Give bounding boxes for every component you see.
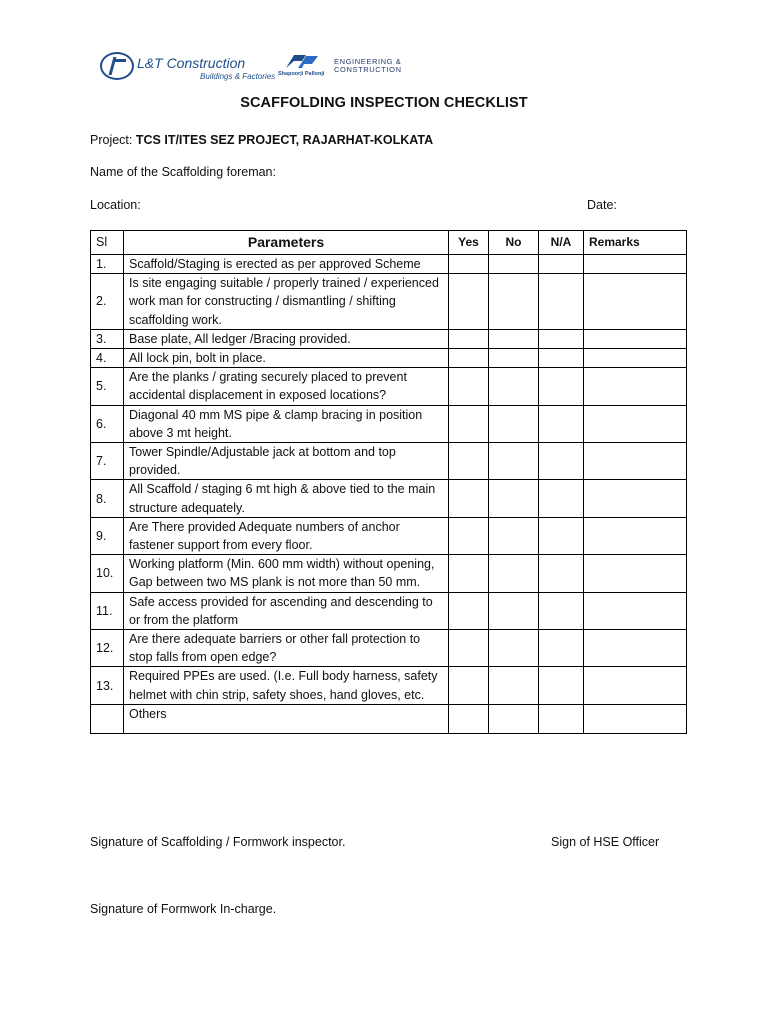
yes-cell[interactable] [449, 480, 489, 517]
sp-logo-tagline [334, 58, 402, 74]
na-cell[interactable] [539, 667, 584, 704]
table-header-row [91, 231, 687, 255]
project-value: TCS IT/ITES SEZ PROJECT, RAJARHAT-KOLKATA [135, 133, 434, 147]
table-row [91, 555, 687, 592]
table-row [91, 329, 687, 348]
table-row [91, 704, 687, 733]
lt-construction-logo [96, 46, 286, 90]
row-parameter: Base plate, All ledger /Bracing provided. [124, 329, 449, 348]
table-row [91, 592, 687, 629]
header-sl: Sl [91, 231, 124, 255]
lt-logo-title: L&T Construction [137, 55, 246, 71]
na-cell[interactable] [539, 405, 584, 442]
na-cell[interactable] [539, 443, 584, 480]
no-cell[interactable] [489, 517, 539, 554]
sp-logo-name: Shapoorji Pallonji [278, 71, 325, 77]
no-cell[interactable] [489, 667, 539, 704]
remarks-cell[interactable] [584, 517, 687, 554]
no-cell[interactable] [489, 405, 539, 442]
na-cell[interactable] [539, 517, 584, 554]
table-row [91, 405, 687, 442]
project-line [90, 133, 433, 147]
na-cell[interactable] [539, 480, 584, 517]
row-sl: 10. [91, 555, 124, 592]
table-row [91, 480, 687, 517]
row-parameter: Are There provided Adequate numbers of anchor fastener support from every floor. [124, 517, 449, 554]
row-sl: 3. [91, 329, 124, 348]
remarks-cell[interactable] [584, 704, 687, 733]
na-cell[interactable] [539, 349, 584, 368]
yes-cell[interactable] [449, 368, 489, 405]
table-row [91, 630, 687, 667]
incharge-signature-label: Signature of Formwork In-charge. [90, 902, 277, 916]
row-sl [91, 704, 124, 733]
document-title: SCAFFOLDING INSPECTION CHECKLIST [240, 95, 528, 111]
na-cell[interactable] [539, 255, 584, 274]
remarks-cell[interactable] [584, 368, 687, 405]
row-parameter: Diagonal 40 mm MS pipe & clamp bracing in position above 3 mt height. [124, 405, 449, 442]
row-parameter: Others [124, 704, 449, 733]
project-label: Project: [90, 133, 133, 147]
no-cell[interactable] [489, 480, 539, 517]
header-remarks: Remarks [584, 231, 687, 255]
table-row [91, 443, 687, 480]
row-parameter: Safe access provided for ascending and descending to or from the platform [124, 592, 449, 629]
remarks-cell[interactable] [584, 443, 687, 480]
no-cell[interactable] [489, 274, 539, 330]
row-sl: 7. [91, 443, 124, 480]
na-cell[interactable] [539, 555, 584, 592]
remarks-cell[interactable] [584, 274, 687, 330]
header-parameters: Parameters [124, 231, 449, 255]
row-parameter: Tower Spindle/Adjustable jack at bottom and top provided. [124, 443, 449, 480]
table-row [91, 517, 687, 554]
remarks-cell[interactable] [584, 329, 687, 348]
row-parameter: Are there adequate barriers or other fall protection to stop falls from open edge? [124, 630, 449, 667]
date-label: Date: [587, 198, 617, 212]
yes-cell[interactable] [449, 274, 489, 330]
row-sl: 2. [91, 274, 124, 330]
table-row [91, 667, 687, 704]
row-parameter: Required PPEs are used. (I.e. Full body harness, safety helmet with chin strip, safety shoes, hand gloves, etc. [124, 667, 449, 704]
yes-cell[interactable] [449, 517, 489, 554]
row-parameter: Are the planks / grating securely placed to prevent accidental displacement in exposed locations? [124, 368, 449, 405]
yes-cell[interactable] [449, 592, 489, 629]
row-sl: 4. [91, 349, 124, 368]
sp-tagline-line1: ENGINEERING & [334, 57, 402, 66]
header-na: N/A [539, 231, 584, 255]
table-row [91, 255, 687, 274]
na-cell[interactable] [539, 592, 584, 629]
row-sl: 6. [91, 405, 124, 442]
remarks-cell[interactable] [584, 255, 687, 274]
remarks-cell[interactable] [584, 480, 687, 517]
yes-cell[interactable] [449, 704, 489, 733]
remarks-cell[interactable] [584, 349, 687, 368]
row-parameter: All Scaffold / staging 6 mt high & above tied to the main structure adequately. [124, 480, 449, 517]
yes-cell[interactable] [449, 667, 489, 704]
remarks-cell[interactable] [584, 555, 687, 592]
yes-cell[interactable] [449, 405, 489, 442]
location-label: Location: [90, 198, 141, 212]
na-cell[interactable] [539, 329, 584, 348]
no-cell[interactable] [489, 704, 539, 733]
table-row [91, 274, 687, 330]
remarks-cell[interactable] [584, 405, 687, 442]
row-sl: 9. [91, 517, 124, 554]
sp-emblem-icon [284, 52, 320, 70]
row-sl: 1. [91, 255, 124, 274]
lt-logo-subtitle: Buildings & Factories [200, 72, 276, 81]
row-sl: 8. [91, 480, 124, 517]
yes-cell[interactable] [449, 349, 489, 368]
no-cell[interactable] [489, 255, 539, 274]
header-yes: Yes [449, 231, 489, 255]
yes-cell[interactable] [449, 255, 489, 274]
yes-cell[interactable] [449, 555, 489, 592]
table-row [91, 349, 687, 368]
no-cell[interactable] [489, 349, 539, 368]
yes-cell[interactable] [449, 443, 489, 480]
row-parameter: Scaffold/Staging is erected as per approved Scheme [124, 255, 449, 274]
lt-emblem-icon [100, 52, 134, 80]
remarks-cell[interactable] [584, 667, 687, 704]
sp-tagline-line2: CONSTRUCTION [334, 65, 402, 74]
na-cell[interactable] [539, 368, 584, 405]
hse-signature-label: Sign of HSE Officer [551, 835, 660, 849]
na-cell[interactable] [539, 630, 584, 667]
row-parameter: Working platform (Min. 600 mm width) without opening, Gap between two MS plank is not more than 50 mm. [124, 555, 449, 592]
row-parameter: Is site engaging suitable / properly trained / experienced work man for constructing / dismantling / shifting scaffolding work. [124, 274, 449, 330]
no-cell[interactable] [489, 592, 539, 629]
remarks-cell[interactable] [584, 630, 687, 667]
row-sl: 13. [91, 667, 124, 704]
no-cell[interactable] [489, 443, 539, 480]
row-sl: 11. [91, 592, 124, 629]
foreman-label: Name of the Scaffolding foreman: [90, 165, 276, 179]
no-cell[interactable] [489, 555, 539, 592]
shapoorji-pallonji-logo [278, 52, 428, 82]
checklist-table [90, 230, 687, 734]
remarks-cell[interactable] [584, 592, 687, 629]
na-cell[interactable] [539, 274, 584, 330]
row-sl: 12. [91, 630, 124, 667]
yes-cell[interactable] [449, 329, 489, 348]
no-cell[interactable] [489, 630, 539, 667]
row-parameter: All lock pin, bolt in place. [124, 349, 449, 368]
no-cell[interactable] [489, 368, 539, 405]
yes-cell[interactable] [449, 630, 489, 667]
table-row [91, 368, 687, 405]
row-sl: 5. [91, 368, 124, 405]
header-no: No [489, 231, 539, 255]
na-cell[interactable] [539, 704, 584, 733]
no-cell[interactable] [489, 329, 539, 348]
inspector-signature-label: Signature of Scaffolding / Formwork inspector. [90, 835, 346, 849]
